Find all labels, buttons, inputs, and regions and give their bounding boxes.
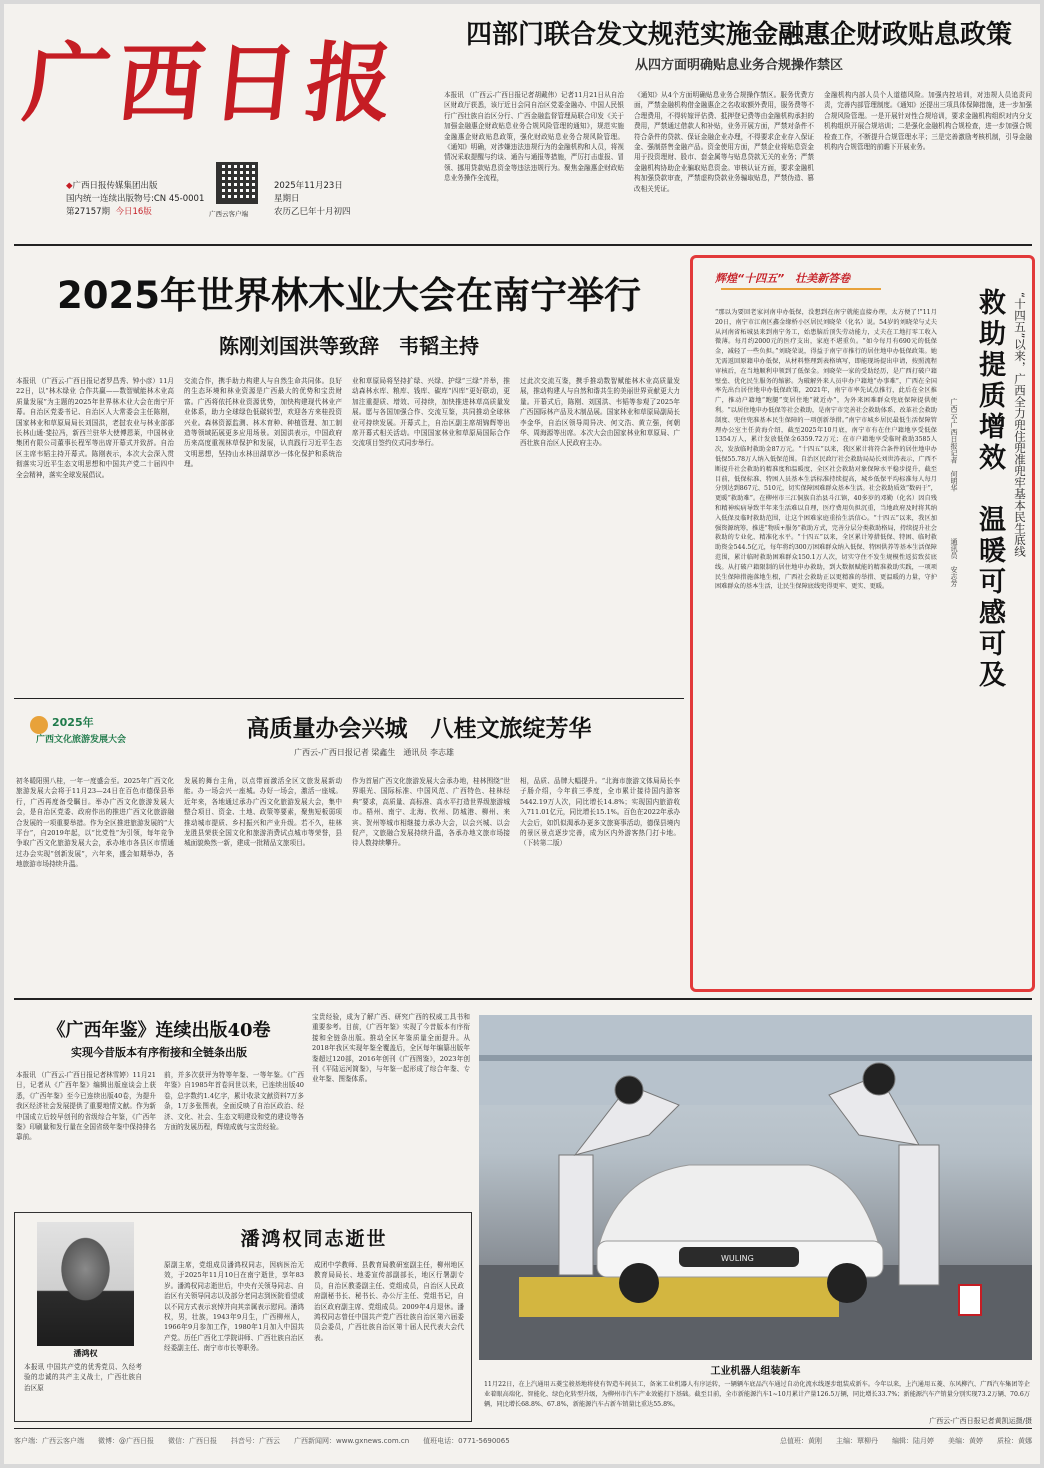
culture-story-col4: 相，品质、品牌大幅提升。“北海市旅游文体局局长李子肠介绍，今年前三季度，全市累计接待国内游客5442.19万人次，同比增长14.8%；实现国内旅游收入711.01亿元，同比增长15.1%。百色在2022年承办大会后，如饥似渴承办更多文旅赛事活动，德保县境内的景区景点逐步完善，成为区内外游客热门打卡地。（下转第二版） <box>520 777 680 848</box>
photo-credit: 广西云-广西日报记者黄凯运摄/摄 <box>929 1417 1032 1425</box>
culture-story-col1: 初冬暖阳照八桂，一年一度盛会至。2025年广西文化旅游发展大会将于11月23—24日在百色市德保县举行，广西再度备受瞩目。举办广西文化旅游发展大会，是自治区党委、政府作出的推进广西文化旅游融合发展的一项重要举措。作为全区推进旅游发展的“大平台”，自2019年起，以“比党性”为引领，每年竞争争取广西文化旅游发展大会，承办地市各县区市情通过办会实现“创新发展”，六年来，盛会如期举办，各地旅游市场持续升温。 <box>16 777 174 869</box>
feature-byline-2: 通讯员 安志芳 <box>950 538 958 587</box>
masthead-title: 广西日报 <box>18 33 406 134</box>
weekday: 星期日 <box>274 194 300 204</box>
feature-byline-1: 广西云-广西日报记者 何明华 <box>950 398 958 492</box>
obituary-col2: 原副主席，党组成员潘鸿权同志，因病医治无效，于2025年11月10日在南宁逝世，享年83岁。潘鸿权同志逝世后，中央有关领导同志、自治区有关领导同志以及部分老同志到医院看望或以不同方式表示哀悼并向其亲属表示慰问。潘鸿权，男，壮族，1943年9月生，广西柳州人，1966年9月参加工作，1980年1月加入中国共产党。历任广西化工学院讲师、广西壮族自治区经委副主任、南宁市市长等职务。 <box>164 1261 304 1353</box>
divider-lead <box>14 698 684 699</box>
footer-phone: 值班电话：0771-5690065 <box>423 1437 510 1445</box>
lead-story-headline: 2025年世界林木业大会在南宁举行 <box>57 274 641 317</box>
obituary-headline: 潘鸿权同志逝世 <box>240 1228 388 1250</box>
feature-subhead: “十四五”以来，广西全力兜住兜准兜牢基本民生底线 <box>1013 292 1027 557</box>
top-story-col2: 《通知》从4个方面明确贴息业务合规操作禁区。服务优费方面，严禁金融机构借金融惠企之名收取额外费用，服务费等不合理费用，不得转嫁评估费、抵押登记费等由金融机构承担的费用，严禁通过借款人和补贴，业务开展方面，严禁对条件不符合条件的贷款、保证金融企业办理，不得要求企业存入保证金、强制搭售金融产品。资金使用方面，严禁企业将贴息资金用于投资理财、股市、套金属等与贴息贷款无关的业务；严禁金融机构协助企业骗取贴息资金。审核认证方面，要求金融机构加强贷款审查，严禁虚构贷款业务骗取贴息，严禁伪造、篡改相关凭证。 <box>634 91 814 193</box>
footer-editor-1: 总值班：黄刚 <box>780 1437 822 1445</box>
culture-badge: 2025年 广西文化旅游发展大会 <box>30 710 160 750</box>
obituary-col3: 成团中学教师、县教育局教研室副主任，柳州地区教育局局长、地委宣传部副部长，地区行署副专员，自治区教委副主任、党组成员，自治区人民政府副秘书长、秘书长、办公厅主任、党组书记，自治区政府副主席、党组成员。2009年4月退休。潘鸿权同志曾任中国共产党广西壮族自治区第六届委员会委员，广西壮族自治区第十届人民代表大会代表。 <box>314 1261 464 1342</box>
divider-mid <box>14 998 1032 1000</box>
car-brand: WULING <box>721 1254 754 1263</box>
footer-bar <box>14 1436 1032 1446</box>
publisher: 广西日报传媒集团出版 <box>72 181 158 191</box>
lead-story-subhead: 陈刚刘国洪等致辞 韦韬主持 <box>219 334 479 358</box>
footer-editor-5: 质检：黄娜 <box>997 1437 1032 1445</box>
top-story-headline: 四部门联合发文规范实施金融惠企财政贴息政策 <box>465 20 1012 50</box>
factory-photo <box>479 1015 1032 1360</box>
feature-headline: 救助提质增效 温暖可感可及 <box>974 288 1005 691</box>
masthead-date-block <box>274 180 351 219</box>
obituary-col1: 本报讯 中国共产党的优秀党员、久经考验的忠诚的共产主义战士，广西壮族自治区原 <box>24 1363 142 1392</box>
qr-code-icon[interactable] <box>216 162 258 204</box>
top-story-col3: 金融机构内部人员个人道德风险。加强内控培训，对违规人员追责问责，完善内部管理制度。《通知》还提出三项具体保障措施，进一步加强合规风险管理。一是开展针对性合规培训，要求金融机构组织对内分支机构组织开展合规培训；二是强化金融机构合规检查，进一步加强合规检查工作，不断提升合规管理水平；三是完善激励考核机制，引导金融机构内合规管理的前瞻下开展业务。 <box>824 91 1032 152</box>
lunar-date: 农历乙巳年十月初四 <box>274 207 351 217</box>
publisher-mark-icon: ◆ <box>66 181 73 191</box>
cn-number: 国内统一连续出版物号:CN 45-0001 <box>66 194 205 204</box>
top-story-col1: 本报讯 （广西云-广西日报记者胡戴伟）记者11月21日从自治区财政厅获悉，该厅近日会同自治区党委金融办、中国人民银行广西壮族自治区分行、广西金融监督管理局联合印发《关于加强金融惠企财政贴息业务合规风险管理的通知》，规范实施金融惠企财政贴息政策，强化财政贴息业务合规风险管理。《通知》明确，对涉嫌违法违规行为的金融机构和人员，将视情况采取提醒与约谈、通告与通报等措施，严厉打击虚报、冒领、挪用贷款贴息资金等违法违规行为。聚焦金融惠企财政贴息业务操作全流程， <box>444 91 624 183</box>
feature-body: “那以为要回老家河南申办低保，没想到在南宁就能直接办理，太方便了!”11月20日，南宁市江南区鑫金缘桥小区居民刘晓荣（化名）说。54岁的刘晓荣与丈夫从河南省柘城县来到南宁务工，始患脑后顶失劳动能力，丈夫在工地打零工收入微薄。每月约2000元的医疗支出，家庭不堪重负。“如今每月有690元的低保金，减轻了一些负担。”刘晓荣说，得益于南宁市推行的居住地申办低保政策。她无需返回原籍申办低保，从材料整理到表格填写，即能现场提出申请，按照流程审核后，在当地顺利申领到了低保金。刘晓荣一家的受助经历，是广西打破户籍壁垒、优化民生服务的缩影。为破解外来人员申办户籍地“办事难”，广西在全国率先出台居住地申办低保政策，2021年，南宁市率先试点推行，此后在全区推广，推动户籍地“跑腿”变居住地“就近办”，为外来困难群众兜底保障提供便利。“以居住地申办低保等社会救助，是南宁市完善社会救助体系、改革社会救助制度、兜住兜准基本民生保障的一项创新举措。”南宁市城乡居民最低生活保障管理办公室主任黄海介绍，截至2025年10月底，南宁市有在住户籍地享受低保1354万人，累计发放低保金6359.72万元；在市户籍地享受临时救助3585人次，发放临时救助金87万元。“十四五”以来，我区累计将符合条件的居住地申办低保55.78万人纳入低保范围。自治区民政厅社会救助局局长刘世涛表示，广西不断提升社会救助的精准度和温暖度，全区社会救助对象保障水平稳步提升，截至目前，低保标准、特困人员基本生活标准持续提高，城乡低保平均标准每人每月分别达到867元、510元，切实保障困难群众基本生活。社会救助质效“数码于”，更暖“救助难”。在柳州市三江侗族自治县斗江镇，40多岁的邓勤（化名）因自残和精神疾病导致半年来生活难以自理，医疗费用负担沉重，当地政府及时将其纳入低保及临时救助范围，让这个困难家庭重拾生活信心。“十四五”以来，我区加强资源统筹，推进“物质+服务”救助方式，完善分层分类救助格局，持续提升社会救助的专业化、精准化水平。“十四五”以来，全区累计筹措低保、特困、临时救助资金544.5亿元，每年将约300万困难群众纳入低保、特困供养等基本生活保障范围，累计临时救助困难群众150.1万人次，切实守住不发生规模性返贫致贫底线。从打破户籍限制的居住地申办救助，到大数据赋能的精准救助实践，一项项民生保障措施落地生根，广西社会救助正以更精准的举措、更温暖的力量，守护困难群众的基本生活，让民生保障底线兜得更牢、更实、更暖。 <box>715 309 937 591</box>
lead-story-col3: 业和草原局将坚持扩绿、兴绿、护绿“三绿”并举，推动森林水库、粮库、钱库、碳库“四库”更好联动，更加注重提质、增效、可持续，加快推进林草高质量发展。愿与各国加强合作、交流互鉴，共同推动全球林业可持续发展。开幕式上，自治区副主席胡锦辉等出席开幕式相关活动。中国国家林业和草原局国际合作交流项目签约仪式同步举行。 <box>352 377 510 448</box>
masthead-info-left <box>66 180 204 219</box>
divider-footer <box>14 1428 1032 1429</box>
page-count: 今日16版 <box>115 207 152 217</box>
footer-weibo[interactable]: 微博：@广西日报 <box>98 1437 154 1445</box>
culture-story-byline: 广西云-广西日报记者 梁鑫生 通讯员 李志雄 <box>294 748 454 757</box>
footer-client[interactable]: 客户端：广西云客户端 <box>14 1437 84 1445</box>
culture-story-col2: 发展的舞台主角，以点带面激活全区文旅发展新动能。办一场会兴一座城。办好一场会，激活一座城。近年来，各地通过承办广西文化旅游发展大会，集中整合项目、资金、土地、政策等要素，聚焦短板弱项推动城市提质、乡村振兴和产业升级。若不久，桂林龙胜县荣获全国文化和旅游消费试点城市等荣誉，县城面貌焕然一新，建成一批精品文旅项目。 <box>184 777 342 848</box>
issue-number: 第27157期 <box>66 207 111 217</box>
yearbook-subhead: 实现今昔版本有序衔接和全链条出版 <box>71 1046 247 1059</box>
feature-tag-underline <box>721 288 881 290</box>
photo-caption: 工业机器人组装新车 <box>710 1366 801 1377</box>
culture-story-headline: 高质量办会兴城 八桂文旅绽芳华 <box>246 715 592 742</box>
lead-story-col1: 本报讯 （广西云-广西日报记者罗昌秀、钟小彦）11月22日，以“林木绿业 合作共赢——数智赋能林木业高质量发展”为主题的2025年世界林木业大会在南宁开幕。自治区党委书记、自治区人大常委会主任陈刚，国家林业和草原局局长刘国洪，老挝农业与林业部部长林山通·斐拉冯，新西兰驻华大使傅恩莱，中国林业集团有限公司董事长程军等出席开幕式并致辞。自治区主席韦韬主持开幕式。陈刚表示，本次大会深入贯彻落实习近平生态文明思想和中国共产党二十届四中全会精神，落实全球发展倡议。 <box>16 377 174 479</box>
yearbook-col3: 宝贵经验，成为了解广西、研究广西的权威工具书和重要参考。目前，《广西年鉴》实现了今昔版本有序衔接和全链条出版。推动全区年鉴质量全面提升。从2018年我区实现年鉴全覆盖后，全区每年编纂出版年鉴超过120部，2016年创刊《广西图鉴》，2023年创刊《平陆运河简鉴》，与年鉴一起形成了综合年鉴、专业年鉴、图鉴体系。 <box>312 1013 470 1084</box>
footer-douyin[interactable]: 抖音号：广西云 <box>231 1437 280 1445</box>
yearbook-headline: 《广西年鉴》连续出版40卷 <box>47 1020 271 1041</box>
feature-box <box>690 255 1035 992</box>
divider-masthead <box>14 244 1032 246</box>
footer-editor-4: 美编：黄婷 <box>948 1437 983 1445</box>
culture-story-col3: 作为首届广西文化旅游发展大会承办地，桂林围绕“世界眼光、国际标准、中国风范、广西特色、桂林经典”要求，高质量、高标准、高水平打造世界级旅游城市。梧州、南宁、北海、钦州、防城港、柳州、来宾、贺州等城市相继接力承办大会，以会兴城、以会促产，文旅融合发展持续升温，各承办地文旅市场接待人数持续攀升。 <box>352 777 510 848</box>
portrait-caption: 潘鸿权 <box>73 1349 98 1358</box>
qr-caption: 广西云客户端 <box>209 210 248 218</box>
obituary-portrait <box>37 1222 134 1346</box>
yearbook-col1: 本报讯 （广西云-广西日报记者林雪婷）11月21日，记者从《广西年鉴》编辑出版座谈会上获悉，《广西年鉴》至今已连续出版40卷，为提升我区经济社会发展提供了重要地情文献。作为新中国成立后较早创刊的省级综合年鉴，《广西年鉴》印刷量和发行量在全国省级年鉴中保持排名靠前。 <box>16 1071 156 1142</box>
lead-story-col4: 过此次交流互鉴，携手推动数智赋能林木业高质量发展，推动构建人与自然和谐共生的美丽世界贡献更大力量。开幕式后，陈刚、刘国洪、韦韬等参观了2025年广西国际林产品及木制品展。国家林业和草原局副局长李金华，自治区领导周异决、何文浩、黄立强，何朝华、周海源等出席。本次大会由国家林业和草原局、广西壮族自治区人民政府主办。 <box>520 377 680 448</box>
safety-sign-icon <box>959 1285 981 1315</box>
lead-story-col2: 交流合作，携手助力构建人与自然生命共同体。良好的生态环境和林业资源是广西最大的优势和宝贵财富。广西将依托林业资源优势，加快构建现代林业产业体系，助力全球绿色低碳转型，欢迎各方来桂投资兴业。森林资源监测、林木育种、种植管理、加工制造等领域拓展更多应用场景。刘国洪表示，中国政府历来高度重视林草保护和发展，认真践行习近平生态文明思想，坚持山水林田湖草沙一体化保护和系统治理。 <box>184 377 342 469</box>
date: 2025年11月23日 <box>274 181 343 191</box>
newspaper-page <box>4 4 1040 1464</box>
factory-scene <box>479 1015 1032 1360</box>
footer-editor-2: 主编：覃柳丹 <box>836 1437 878 1445</box>
feature-tag: 辉煌“十四五” 壮美新答卷 <box>715 272 851 285</box>
footer-editor-3: 编辑：陆月婷 <box>892 1437 934 1445</box>
photo-text: 11月22日，在上汽通用五菱宝骏基地将使有智造车间员工，备案工业机器人有序运转，一辆辆车底品汽车通过自动化流水线逐步组装成新车。今年以来，上汽通用五菱、东风柳汽、广西汽车集团等企业着眼高端化、智能化、绿色化转型升级，为柳州市汽车产业效能打下基础。截至目前，全市新能源汽车1~10月累计产量126.5万辆，同比增长33.7%；新能源汽车产销量分别实现73.2万辆、70.6万辆，同比增长68.8%、67.8%，新能源汽车占新车销量比重达55.8%。 <box>484 1381 1030 1408</box>
footer-wechat[interactable]: 微信：广西日报 <box>168 1437 217 1445</box>
footer-website[interactable]: 广西新闻网：www.gxnews.com.cn <box>294 1437 410 1445</box>
yearbook-col2: 前，并多次获评为特等年鉴、一等年鉴。《广西年鉴》自1985年首卷问世以来，已连续出版40卷，总字数约1.4亿字，累计收录文献资料7万多条，1万多张图表，全面反映了自治区政治、经济、文化、社会、生态文明建设和党的建设等各方面的发展历程，辉煌成就与宝贵经验。 <box>164 1071 304 1132</box>
top-story-subhead: 从四方面明确贴息业务合规操作禁区 <box>634 58 843 73</box>
